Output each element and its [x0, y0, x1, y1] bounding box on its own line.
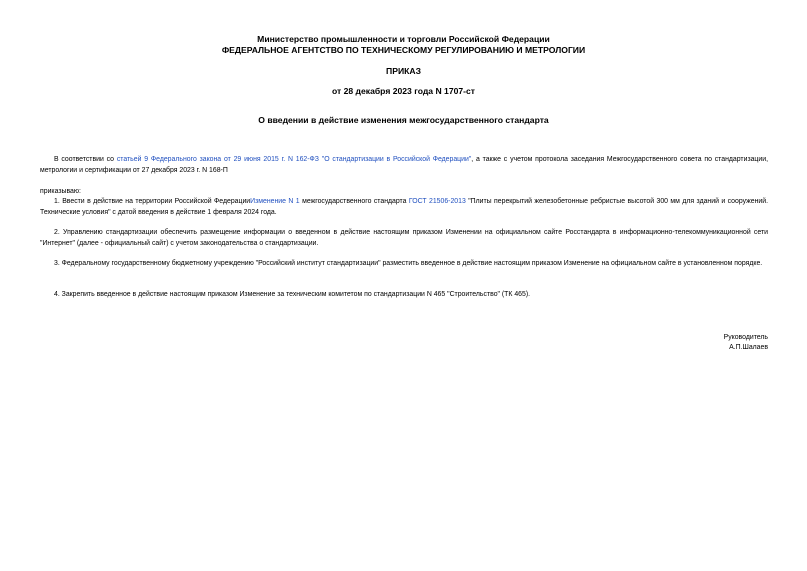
signatory-name: А.П.Шалаев	[729, 344, 768, 351]
amendment-link[interactable]: Изменение N 1	[250, 198, 300, 205]
order-item-2: 2. Управлению стандартизации обеспечить размещение информации о введенном в действие настоящим приказом Изменении на официальном сайте Росстандарта в информационно-телекоммуникационной сети "Интернет" (далее - официальный сайт) с учетом законодательства о стандартизации.	[40, 229, 768, 247]
item1-text-start: 1. Ввести в действие на территории Российской Федерации	[54, 198, 251, 205]
order-word: приказываю:	[40, 188, 81, 195]
document-title: О введении в действие изменения межгосударственного стандарта	[258, 115, 549, 125]
order-item-4: 4. Закрепить введенное в действие настоящим приказом Изменение за техническим комитетом по стандартизации N 465 "Строительство" (ТК 465).	[54, 291, 531, 298]
ministry-name: Министерство промышленности и торговли Российской Федерации	[257, 34, 550, 44]
document-type: ПРИКАЗ	[386, 66, 421, 76]
order-item-3: 3. Федеральному государственному бюджетному учреждению "Российский институт стандартизации" разместить введенное в действие настоящим приказом Изменение на официальном сайте в установленном порядке.	[54, 260, 763, 267]
item1-text-middle: межгосударственного стандарта	[299, 198, 409, 205]
item1-text-end: "Плиты перекрытий железобетонные ребристые высотой 300 мм для зданий и сооружений. Технические условия" с датой введения в действие 1 февраля 2024 года.	[40, 198, 768, 216]
document-date-number: от 28 декабря 2023 года N 1707-ст	[331, 86, 476, 96]
federal-law-link[interactable]: статьей 9 Федерального закона от 29 июня 2015 г. N 162-ФЗ "О стандартизации в Российской Федерации"	[116, 156, 472, 163]
preamble-text-end: , а также с учетом протокола заседания Межгосударственного совета по стандартизации, метрологии и сертификации от 27 декабря 2023 г. N 168-П	[40, 156, 768, 174]
gost-link[interactable]: ГОСТ 21506-2013	[408, 198, 466, 205]
preamble-paragraph	[40, 155, 768, 176]
signatory-role: Руководитель	[723, 334, 768, 341]
preamble-text-start: В соответствии со	[54, 156, 117, 163]
order-item-1	[40, 197, 768, 218]
agency-name: ФЕДЕРАЛЬНОЕ АГЕНТСТВО ПО ТЕХНИЧЕСКОМУ РЕГУЛИРОВАНИЮ И МЕТРОЛОГИИ	[221, 45, 586, 55]
